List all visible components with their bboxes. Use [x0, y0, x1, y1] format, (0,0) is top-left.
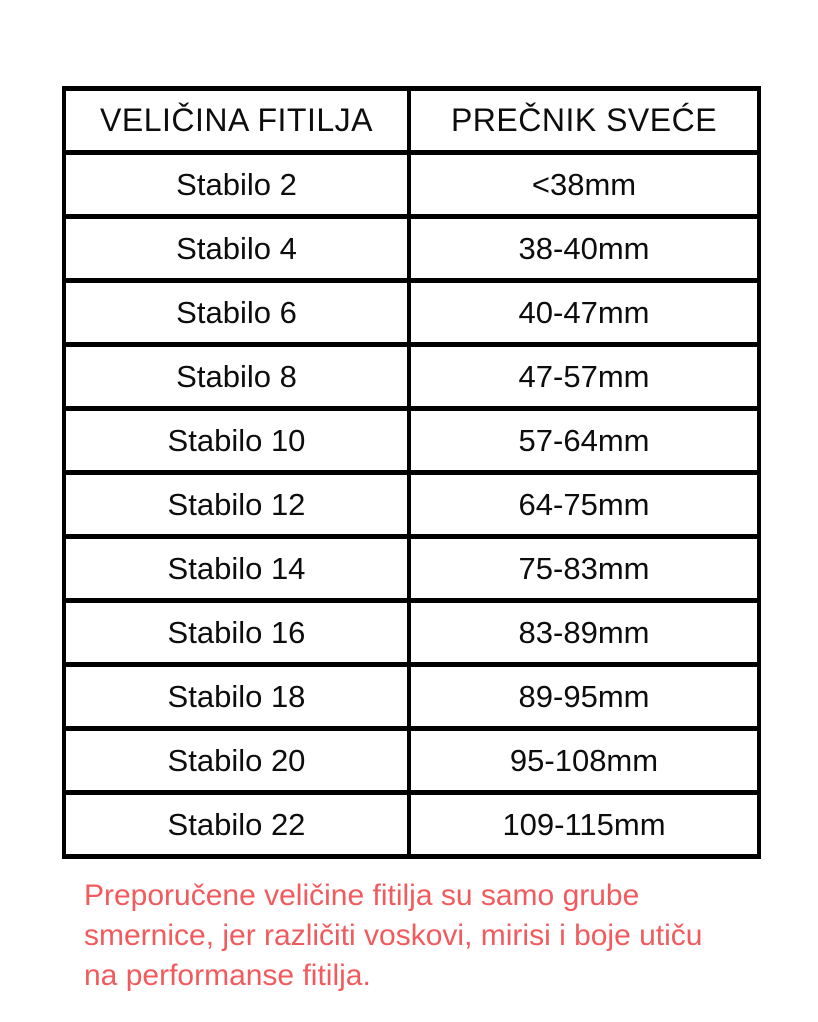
table-row: [64, 281, 759, 345]
candle-diameter-cell: 109-115mm: [409, 793, 759, 857]
table-header-row: [64, 89, 759, 153]
wick-size-cell: Stabilo 10: [64, 409, 409, 473]
footer-note: [84, 876, 774, 996]
footer-note-line: smernice, jer različiti voskovi, mirisi i boje utiču: [84, 919, 703, 952]
table-row: [64, 601, 759, 665]
table-row: [64, 537, 759, 601]
candle-diameter-cell: <38mm: [409, 153, 759, 217]
column-header-wick-size: VELIČINA FITILJA: [64, 89, 409, 153]
wick-size-cell: Stabilo 18: [64, 665, 409, 729]
candle-diameter-cell: 57-64mm: [409, 409, 759, 473]
table-row: [64, 729, 759, 793]
wick-size-cell: Stabilo 6: [64, 281, 409, 345]
wick-size-table: [62, 86, 761, 859]
candle-diameter-cell: 47-57mm: [409, 345, 759, 409]
table-row: [64, 473, 759, 537]
wick-size-cell: Stabilo 4: [64, 217, 409, 281]
candle-diameter-cell: 38-40mm: [409, 217, 759, 281]
wick-size-cell: Stabilo 16: [64, 601, 409, 665]
candle-diameter-cell: 89-95mm: [409, 665, 759, 729]
wick-size-cell: Stabilo 14: [64, 537, 409, 601]
candle-diameter-cell: 40-47mm: [409, 281, 759, 345]
wick-size-cell: Stabilo 2: [64, 153, 409, 217]
candle-diameter-cell: 64-75mm: [409, 473, 759, 537]
table-row: [64, 217, 759, 281]
wick-size-cell: Stabilo 22: [64, 793, 409, 857]
column-header-candle-diameter: PREČNIK SVEĆE: [409, 89, 759, 153]
candle-diameter-cell: 95-108mm: [409, 729, 759, 793]
candle-diameter-cell: 83-89mm: [409, 601, 759, 665]
footer-note-line: Preporučene veličine fitilja su samo grube: [84, 879, 640, 912]
wick-size-cell: Stabilo 12: [64, 473, 409, 537]
table-row: [64, 345, 759, 409]
footer-note-line: na performanse fitilja.: [84, 959, 371, 992]
table-row: [64, 153, 759, 217]
table-row: [64, 665, 759, 729]
table-row: [64, 793, 759, 857]
wick-size-cell: Stabilo 8: [64, 345, 409, 409]
table-row: [64, 409, 759, 473]
wick-size-cell: Stabilo 20: [64, 729, 409, 793]
candle-diameter-cell: 75-83mm: [409, 537, 759, 601]
